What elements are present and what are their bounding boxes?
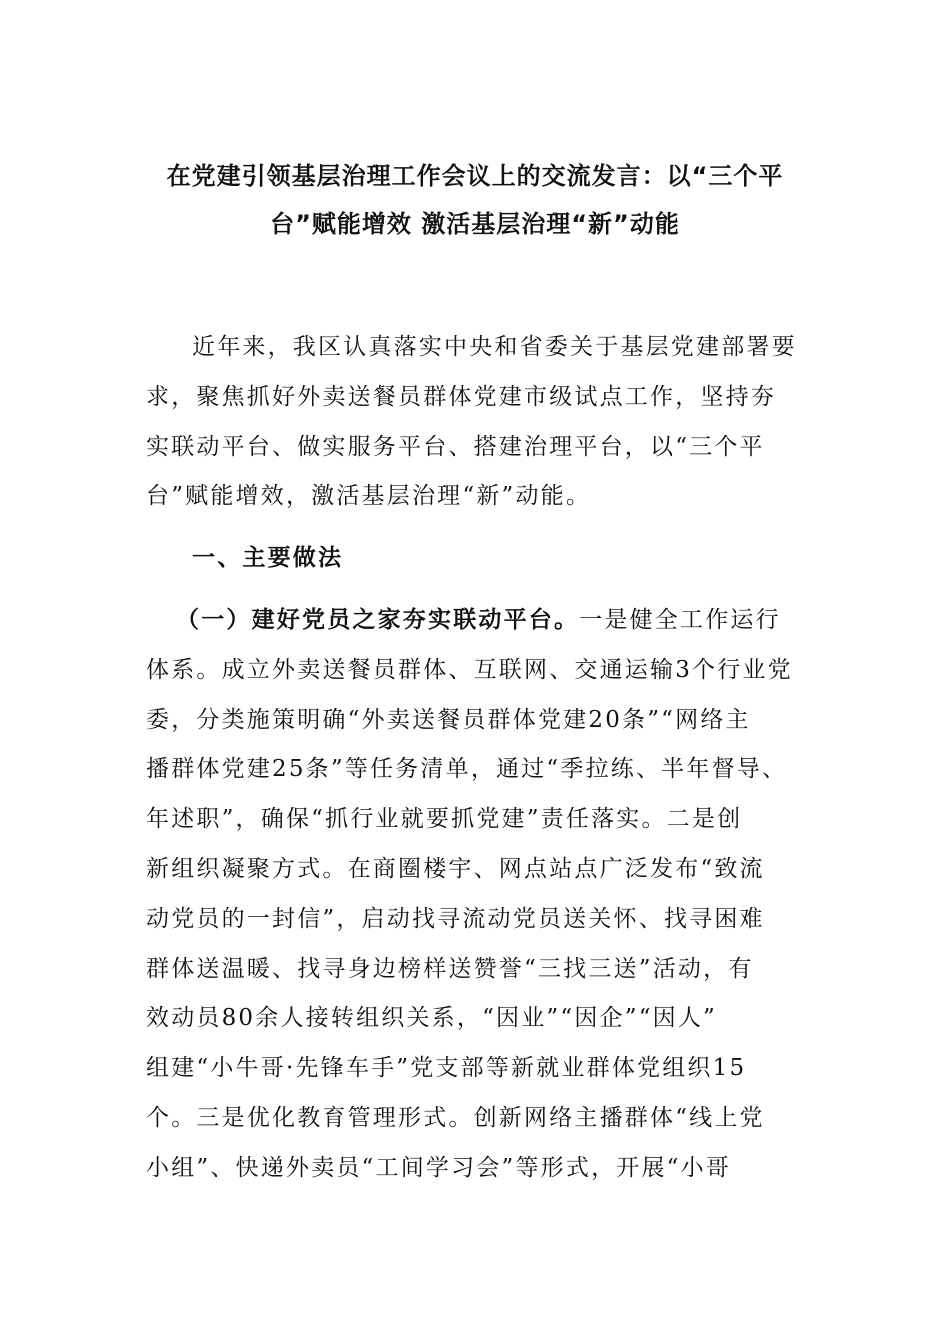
- intro-line-2: 求，聚焦抓好外卖送餐员群体党建市级试点工作，坚持夯: [146, 383, 776, 410]
- body-line: 委，分类施策明确“外卖送餐员群体党建20条”“网络主: [146, 706, 751, 733]
- title-line-1: 在党建引领基层治理工作会议上的交流发言：以“三个平: [166, 162, 784, 190]
- title-line-2: 台”赋能增效 激活基层治理“新”动能: [270, 210, 680, 238]
- body-line: 体系。成立外卖送餐员群体、互联网、交通运输3个行业党: [146, 656, 793, 683]
- subsection-paragraph: [146, 596, 806, 1194]
- intro-line-3: 实联动平台、做实服务平台、搭建治理平台，以“三个平: [146, 433, 765, 460]
- body-line: 群体送温暖、找寻身边榜样送赞誉“三找三送”活动，有: [146, 955, 754, 982]
- paragraph-gap: [146, 522, 806, 534]
- body-line: 播群体党建25条”等任务清单，通过“季拉练、半年督导、: [146, 756, 788, 783]
- section-heading: 一、主要做法: [192, 545, 344, 572]
- document-title: [120, 152, 830, 248]
- body-line: 新组织凝聚方式。在商圈楼宇、网点站点广泛发布“致流: [146, 855, 765, 882]
- body-line: 动党员的一封信”，启动找寻流动党员送关怀、找寻困难: [146, 905, 765, 932]
- subsection-first-line: [146, 596, 806, 646]
- body-line: 小组”、快递外卖员“工间学习会”等形式，开展“小哥: [146, 1154, 732, 1181]
- subsection-first-line-rest: 一是健全工作运行: [579, 606, 781, 633]
- document-body: [146, 323, 806, 1194]
- paragraph-gap: [146, 584, 806, 596]
- subsection-heading: （一）建好党员之家夯实联动平台。: [176, 606, 580, 633]
- body-line: 个。三是优化教育管理形式。创新网络主播群体“线上党: [146, 1104, 765, 1131]
- body-line: 组建“小牛哥·先锋车手”党支部等新就业群体党组织15: [146, 1055, 747, 1082]
- intro-paragraph: [146, 323, 806, 522]
- intro-line-4: 台”赋能增效，激活基层治理“新”动能。: [146, 483, 592, 510]
- body-line: 年述职”，确保“抓行业就要抓党建”责任落实。二是创: [146, 806, 743, 833]
- body-line: 效动员80余人接转组织关系，“因业”“因企”“因人”: [146, 1005, 718, 1032]
- intro-line-1: 近年来，我区认真落实中央和省委关于基层党建部署要: [192, 334, 797, 360]
